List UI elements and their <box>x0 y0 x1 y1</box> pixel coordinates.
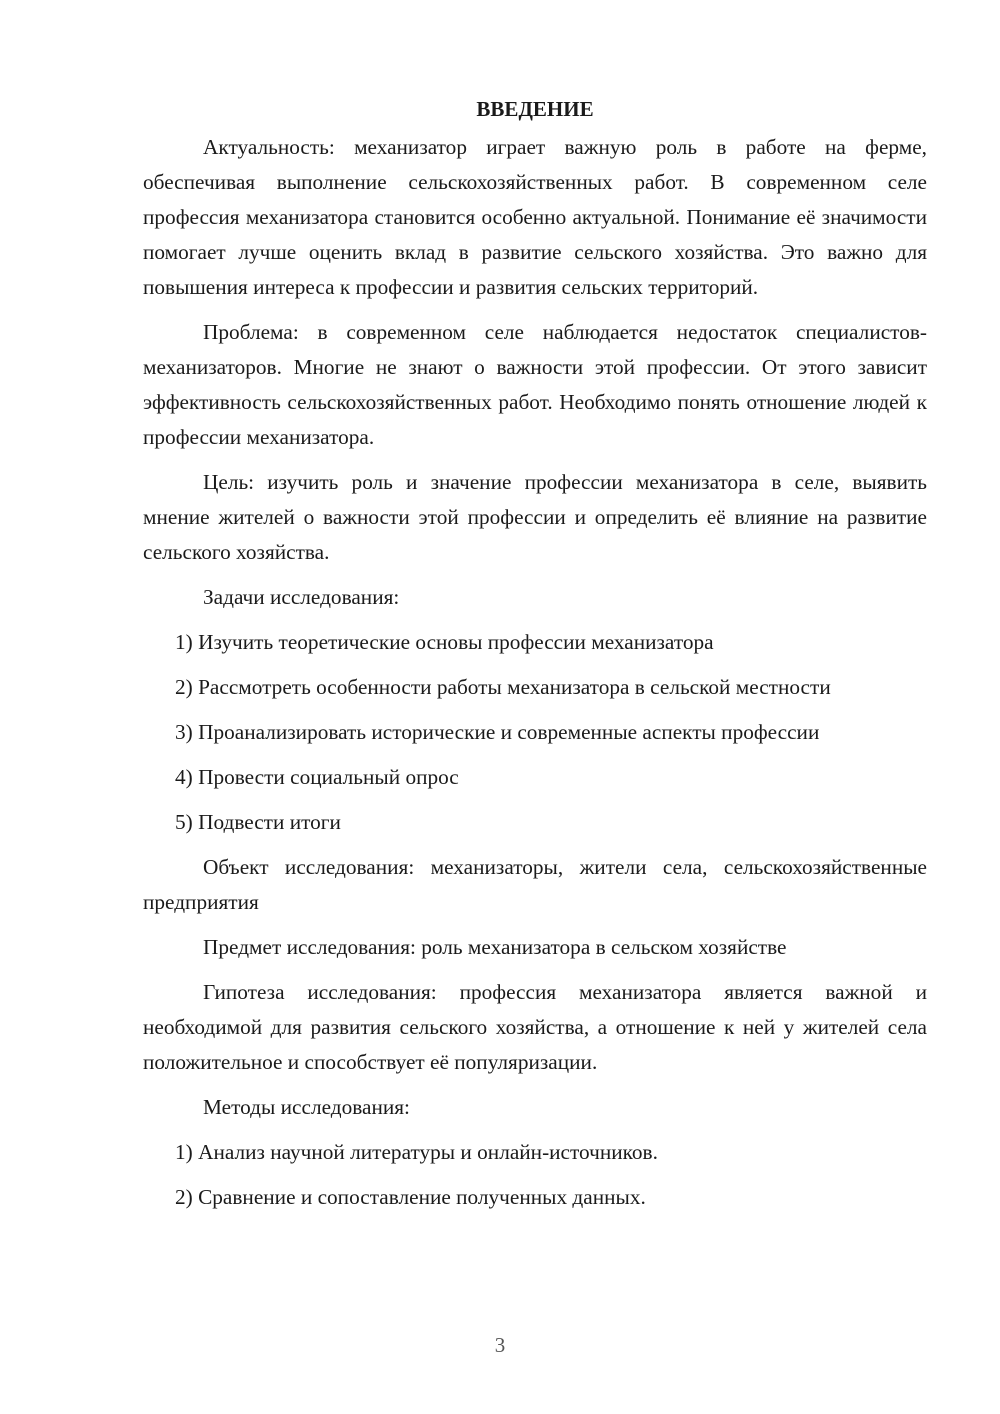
task-item-3: 3) Проанализировать исторические и современные аспекты профессии <box>175 720 820 744</box>
paragraph-hypothesis: Гипотеза исследования: профессия механизатора является важной и необходимой для развития сельского хозяйства, а отношение к ней у жителей села положительное и способствует её популяризации. <box>143 980 927 1074</box>
task-item-4: 4) Провести социальный опрос <box>175 765 459 789</box>
task-item-2: 2) Рассмотреть особенности работы механизатора в сельской местности <box>175 675 831 699</box>
document-page <box>143 92 927 1225</box>
paragraph-problem: Проблема: в современном селе наблюдается недостаток специалистов-механизаторов. Многие не знают о важности этой профессии. От этого зависит эффективность сельскохозяйственных работ. Необходимо понять отношение людей к профессии механизатора. <box>143 320 927 449</box>
page-number: 3 <box>494 1333 506 1357</box>
paragraph-goal: Цель: изучить роль и значение профессии механизатора в селе, выявить мнение жителей о важности этой профессии и определить её влияние на развитие сельского хозяйства. <box>143 470 927 564</box>
paragraph-relevance: Актуальность: механизатор играет важную роль в работе на ферме, обеспечивая выполнение сельскохозяйственных работ. В современном селе профессия механизатора становится особенно актуальной. Понимание её значимости помогает лучше оценить вклад в развитие сельского хозяйства. Это важно для повышения интереса к профессии и развития сельских территорий. <box>143 135 927 299</box>
tasks-heading: Задачи исследования: <box>203 585 400 609</box>
methods-heading: Методы исследования: <box>203 1095 410 1119</box>
paragraph-subject: Предмет исследования: роль механизатора в сельском хозяйстве <box>203 935 787 959</box>
method-item-2: 2) Сравнение и сопоставление полученных данных. <box>175 1185 646 1209</box>
task-item-5: 5) Подвести итоги <box>175 810 341 834</box>
page-title: ВВЕДЕНИЕ <box>476 97 594 121</box>
method-item-1: 1) Анализ научной литературы и онлайн-источников. <box>175 1140 658 1164</box>
paragraph-object: Объект исследования: механизаторы, жители села, сельскохозяйственные предприятия <box>143 855 927 914</box>
task-item-1: 1) Изучить теоретические основы профессии механизатора <box>175 630 714 654</box>
